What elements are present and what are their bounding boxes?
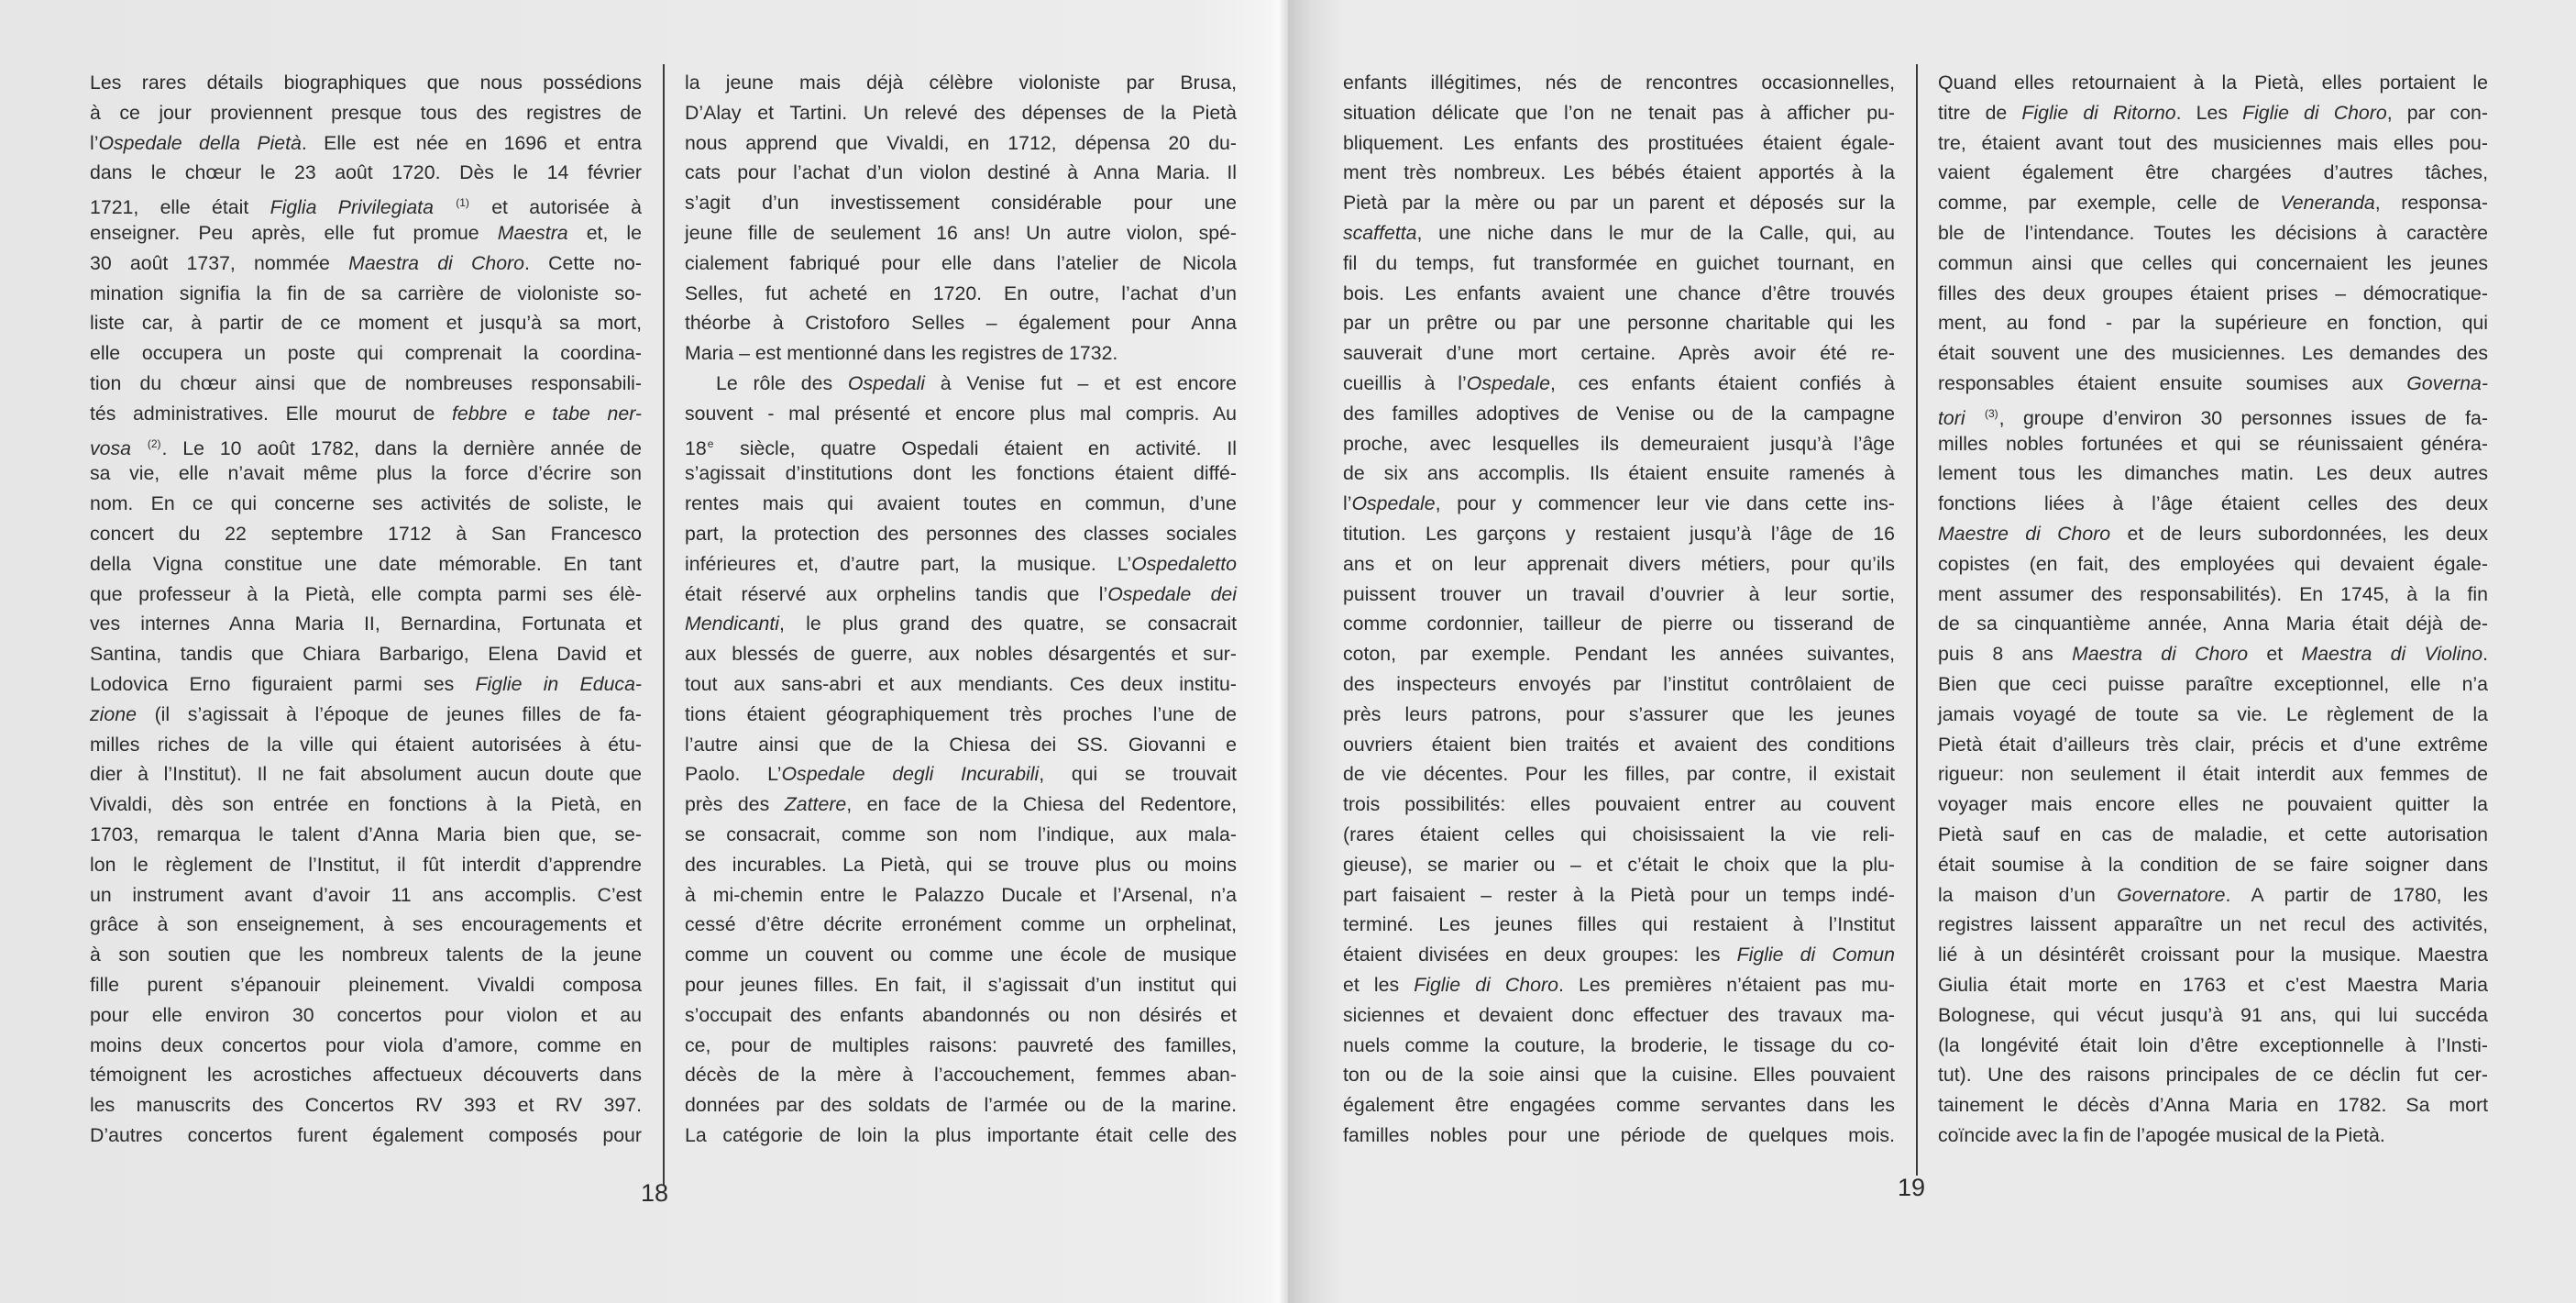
text-line: des inspecteurs envoyés par l’institut contrôlaient de bbox=[1343, 672, 1895, 695]
text-line: Bolognese, qui vécut jusqu’à 91 ans, qui lui succéda bbox=[1938, 1003, 2488, 1026]
text-line bbox=[90, 128, 642, 159]
text-line: copistes (en fait, des employées qui devaient égale- bbox=[1938, 552, 2488, 575]
text-line bbox=[685, 790, 1237, 820]
text-line: ouvriers étaient bien traités et avaient des conditions bbox=[1343, 733, 1895, 756]
text-line: ce, pour de multiples raisons: pauvreté des familles, bbox=[685, 1033, 1237, 1056]
text-column-1 bbox=[90, 68, 642, 1151]
text-line: filles des deux groupes étaient prises – démocratique- bbox=[1938, 282, 2488, 304]
text-line: vaient également être chargées d’autres tâches, bbox=[1938, 161, 2488, 184]
text-line: s’agissait d’institutions dont les fonctions étaient diffé- bbox=[685, 462, 1237, 485]
text-line bbox=[90, 399, 642, 429]
text-segment: responsables étaient ensuite soumises aux bbox=[1938, 371, 2407, 394]
paragraph bbox=[685, 68, 1237, 369]
text-line: part, la protection des personnes des classes sociales bbox=[685, 522, 1237, 545]
text-line bbox=[1938, 98, 2488, 128]
text-line: décès de la mère à l’accouchement, femmes aban- bbox=[685, 1064, 1237, 1087]
text-segment: à Venise fut – et est encore bbox=[924, 371, 1237, 394]
text-segment: siècle, quatre Ospedali étaient en activité. Il bbox=[714, 436, 1237, 459]
text-segment: , par con- bbox=[2386, 101, 2488, 124]
footnote-marker: (2) bbox=[147, 436, 161, 450]
text-line: ment très nombreux. Les bébés étaient apportés à la bbox=[1343, 161, 1895, 184]
text-line: jeune fille de seulement 16 ans! Un autre violon, spé- bbox=[685, 221, 1237, 244]
text-segment: . bbox=[2482, 643, 2488, 666]
text-segment: l’ bbox=[90, 131, 99, 154]
text-segment: titre de bbox=[1938, 101, 2022, 124]
text-line: Selles, fut acheté en 1720. En outre, l’achat d’un bbox=[685, 282, 1237, 304]
italic-term: vosa bbox=[90, 436, 131, 459]
text-line: les manuscrits des Concertos RV 393 et RV 397. bbox=[90, 1094, 642, 1117]
text-line bbox=[1938, 880, 2488, 911]
text-line: 1703, remarqua le talent d’Anna Maria bien que, se- bbox=[90, 823, 642, 845]
paragraph bbox=[1343, 68, 1895, 1151]
text-line: Santina, tandis que Chiara Barbarigo, Elena David et bbox=[90, 643, 642, 666]
italic-term: Maestra di Choro bbox=[2072, 643, 2249, 666]
text-line: la jeune mais déjà célèbre violoniste par Brusa, bbox=[685, 72, 1237, 94]
text-line: (la longévité était loin d’être exceptionnelle à l’Insti- bbox=[1938, 1033, 2488, 1056]
italic-term: Zattere bbox=[784, 793, 847, 816]
text-line: fille purent s’épanouir pleinement. Vivaldi composa bbox=[90, 973, 642, 996]
text-line: commun ainsi que celles qui concernaient les jeunes bbox=[1938, 251, 2488, 274]
text-line: un instrument avant d’avoir 11 ans accomplis. C’est bbox=[90, 883, 642, 906]
text-line: était souvent une des musiciennes. Les demandes des bbox=[1938, 342, 2488, 365]
text-line: comme cordonnier, tailleur de pierre ou tisserand de bbox=[1343, 613, 1895, 635]
text-line: Pietà sauf en cas de maladie, et cette autorisation bbox=[1938, 823, 2488, 845]
text-line bbox=[1938, 369, 2488, 399]
text-segment: Paolo. L’ bbox=[685, 763, 782, 786]
text-segment: 30 août 1737, nommée bbox=[90, 251, 349, 274]
text-line bbox=[1938, 188, 2488, 218]
footnote-marker: (1) bbox=[456, 196, 469, 210]
text-line: tout aux sans-abri et aux mendiants. Ces deux institu- bbox=[685, 672, 1237, 695]
italic-term: Ospedale degli Incurabili bbox=[781, 763, 1040, 786]
text-line: D’autres concertos furent également composés pour bbox=[90, 1123, 642, 1146]
text-line: puissent trouver un travail d’ouvrier à leur sortie, bbox=[1343, 582, 1895, 605]
text-line: se consacrait, comme son nom l’indique, aux mala- bbox=[685, 823, 1237, 845]
text-line bbox=[685, 580, 1237, 610]
text-line: Maria – est mentionné dans les registres de 1732. bbox=[685, 342, 1118, 365]
italic-term: Figlie di Ritorno bbox=[2021, 101, 2176, 124]
column-divider bbox=[663, 64, 665, 1185]
text-line: moins deux concertos pour viola d’amore, comme en bbox=[90, 1033, 642, 1056]
text-line: souvent - mal présenté et encore plus mal compris. Au bbox=[685, 402, 1237, 425]
text-line: Vivaldi, dès son entrée en fonctions à la Pietà, en bbox=[90, 793, 642, 816]
text-line bbox=[1938, 399, 2488, 429]
text-segment: enseigner. Peu après, elle fut promue bbox=[90, 221, 498, 244]
text-line: D’Alay et Tartini. Un relevé des dépenses de la Pietà bbox=[685, 101, 1237, 124]
text-line: dans le chœur le 23 août 1720. Dès le 14 février bbox=[90, 161, 642, 184]
text-line: rigueur: non seulement il était interdit aux femmes de bbox=[1938, 763, 2488, 786]
text-line: (rares étaient celles qui choisissaient la vie reli- bbox=[1343, 823, 1895, 845]
text-segment: cueillis à l’ bbox=[1343, 371, 1467, 394]
paragraph bbox=[685, 369, 1237, 1151]
text-line bbox=[1343, 489, 1895, 519]
text-line: lon le règlement de l’Institut, il fût interdit d’apprendre bbox=[90, 853, 642, 876]
italic-term: Figlia Privilegiata bbox=[270, 196, 434, 219]
text-line: grâce à son enseignement, à ses encouragements et bbox=[90, 913, 642, 936]
text-segment: , groupe d’environ 30 personnes issues de fa- bbox=[1998, 406, 2488, 429]
text-line bbox=[1343, 218, 1895, 248]
text-line bbox=[685, 759, 1237, 790]
text-segment: , pour y commencer leur vie dans cette ins- bbox=[1435, 492, 1895, 515]
text-line: des familles adoptives de Venise ou de la campagne bbox=[1343, 402, 1895, 425]
text-segment: , le plus grand des quatre, se consacrait bbox=[779, 613, 1237, 635]
text-line bbox=[90, 700, 642, 730]
text-line: sauverait d’une mort certaine. Après avoir été re- bbox=[1343, 342, 1895, 365]
text-line: coïncide avec la fin de l’apogée musical de la Pietà. bbox=[1938, 1123, 2385, 1146]
text-line: nom. En ce qui concerne ses activités de soliste, le bbox=[90, 492, 642, 515]
italic-term: Figlie di Comun bbox=[1736, 944, 1895, 966]
text-line: ton ou de la soie ainsi que la cuisine. Elles pouvaient bbox=[1343, 1064, 1895, 1087]
italic-term: Figlie di Choro bbox=[1414, 973, 1558, 996]
italic-term: Veneranda bbox=[2280, 192, 2375, 215]
text-line: ves internes Anna Maria II, Bernardina, Fortunata et bbox=[90, 613, 642, 635]
page-right bbox=[1288, 0, 2576, 1303]
text-line: tut). Une des raisons principales de ce déclin fut cer- bbox=[1938, 1064, 2488, 1087]
italic-term: Maestra bbox=[497, 221, 568, 244]
text-segment: et de leurs subordonnées, les deux bbox=[2110, 522, 2488, 545]
page-number: 18 bbox=[641, 1179, 669, 1207]
text-segment: . A partir de 1780, les bbox=[2225, 883, 2489, 906]
text-line: rentes mais qui avaient toutes en commun, d’une bbox=[685, 492, 1237, 515]
text-segment: . Le 10 août 1782, dans la dernière année de bbox=[161, 436, 642, 459]
text-segment bbox=[1965, 407, 1984, 429]
text-line: lié à un désintérêt croissant pour la musique. Maestra bbox=[1938, 944, 2488, 966]
text-line: Giulia était morte en 1763 et c’est Maestra Maria bbox=[1938, 973, 2488, 996]
text-line: registres laissent apparaître un net recul des activités, bbox=[1938, 913, 2488, 936]
text-line: tainement le décès d’Anna Maria en 1782. Sa mort bbox=[1938, 1094, 2488, 1117]
text-line: della Vigna constitue une date mémorable. En tant bbox=[90, 552, 642, 575]
text-segment: puis 8 ans bbox=[1938, 643, 2073, 666]
text-column-3 bbox=[1343, 68, 1895, 1151]
text-line: à ce jour proviennent presque tous des registres de bbox=[90, 101, 642, 124]
text-segment bbox=[131, 437, 147, 459]
text-line: coton, par exemple. Pendant les années suivantes, bbox=[1343, 643, 1895, 666]
text-segment: était réservé aux orphelins tandis que l’ bbox=[685, 582, 1108, 605]
text-segment: comme, par exemple, celle de bbox=[1938, 192, 2281, 215]
text-line: était soumise à la condition de se faire soigner dans bbox=[1938, 853, 2488, 876]
text-line: enfants illégitimes, nés de rencontres occasionnelles, bbox=[1343, 72, 1895, 94]
text-line: elle occupera un poste qui comprenait la coordina- bbox=[90, 342, 642, 365]
text-segment: , une niche dans le mur de la Calle, qui, au bbox=[1416, 221, 1895, 244]
text-line bbox=[90, 248, 642, 279]
text-line: Pietà était d’ailleurs très clair, précis et d’une extrême bbox=[1938, 733, 2488, 756]
text-line: pour elle environ 30 concertos pour violon et au bbox=[90, 1003, 642, 1026]
text-segment: et, le bbox=[567, 221, 642, 244]
text-line: milles riches de la ville qui étaient autorisées à étu- bbox=[90, 733, 642, 756]
text-segment: , ces enfants étaient confiés à bbox=[1549, 371, 1895, 394]
text-line: voyager mais encore elles ne pouvaient quitter la bbox=[1938, 793, 2488, 816]
paragraph bbox=[1938, 68, 2488, 1151]
column-divider bbox=[1916, 64, 1918, 1176]
text-line: l’autre ainsi que de la Chiesa dei SS. Giovanni e bbox=[685, 733, 1237, 756]
text-line: de sa cinquantième année, Anna Maria était déjà de- bbox=[1938, 613, 2488, 635]
text-line: concert du 22 septembre 1712 à San Francesco bbox=[90, 522, 642, 545]
text-line: ment, au fond - par la supérieure en fonction, qui bbox=[1938, 312, 2488, 335]
italic-term: Ospedali bbox=[847, 371, 925, 394]
text-line: de vie décentes. Pour les filles, par contre, il existait bbox=[1343, 763, 1895, 786]
paragraph bbox=[90, 68, 642, 1151]
text-line bbox=[685, 369, 1237, 399]
text-segment: Le rôle des bbox=[716, 371, 848, 394]
text-segment: , en face de la Chiesa del Redentore, bbox=[846, 793, 1237, 816]
italic-term: Figlie in Educa- bbox=[475, 672, 643, 695]
text-line: tion du chœur ainsi que de nombreuses responsabili- bbox=[90, 371, 642, 394]
text-line: nous apprend que Vivaldi, en 1712, dépensa 20 du- bbox=[685, 131, 1237, 154]
text-line: terminé. Les jeunes filles qui restaient à l’Institut bbox=[1343, 913, 1895, 936]
text-line: milles nobles fortunées et qui se réunissaient généra- bbox=[1938, 432, 2488, 455]
italic-term: Ospedale bbox=[1466, 371, 1550, 394]
text-segment: et les bbox=[1343, 973, 1415, 996]
text-line: bois. Les enfants avaient une chance d’être trouvés bbox=[1343, 282, 1895, 304]
text-line: ment assumer des responsabilités). En 1745, à la fin bbox=[1938, 582, 2488, 605]
text-line: témoignent les acrostiches affectueux découverts dans bbox=[90, 1064, 642, 1087]
text-line bbox=[90, 669, 642, 700]
text-line: tre, étaient avant tout des musiciennes mais elles pou- bbox=[1938, 131, 2488, 154]
italic-term: scaffetta bbox=[1343, 221, 1417, 244]
text-line bbox=[1938, 639, 2488, 669]
italic-term: Governatore bbox=[2117, 883, 2226, 906]
text-line: de six ans accomplis. Ils étaient ensuite ramenés à bbox=[1343, 462, 1895, 485]
page-number: 19 bbox=[1898, 1174, 1926, 1201]
text-line: liste car, à partir de ce moment et jusqu’à sa mort, bbox=[90, 312, 642, 335]
italic-term: Ospedale della Pietà bbox=[98, 131, 302, 154]
text-line bbox=[685, 549, 1237, 580]
text-line: gieuse), se marier ou – et c’était le choix que la plu- bbox=[1343, 853, 1895, 876]
text-line: lement tous les dimanches matin. Les deux autres bbox=[1938, 462, 2488, 485]
text-line: théorbe à Cristoforo Selles – également pour Anna bbox=[685, 312, 1237, 335]
text-line bbox=[1343, 369, 1895, 399]
text-segment: tés administratives. Elle mourut de bbox=[90, 402, 452, 425]
text-line: cessé d’être décrite erronément comme un orphelinat, bbox=[685, 913, 1237, 936]
text-segment: (il s’agissait à l’époque de jeunes filles de fa- bbox=[136, 702, 642, 725]
text-line bbox=[685, 609, 1237, 639]
text-line: également être engagées comme servantes dans les bbox=[1343, 1094, 1895, 1117]
italic-term: Governa- bbox=[2406, 371, 2488, 394]
text-line: aux blessés de guerre, aux nobles désargentés et sur- bbox=[685, 643, 1237, 666]
text-segment: , qui se trouvait bbox=[1039, 763, 1237, 786]
text-line: siciennes et devaient donc effectuer des travaux ma- bbox=[1343, 1003, 1895, 1026]
text-line: tions étaient géographiquement très proches l’une de bbox=[685, 702, 1237, 725]
text-line: par un prêtre ou par une personne charitable qui les bbox=[1343, 312, 1895, 335]
text-line: cats pour l’achat d’un violon destiné à Anna Maria. Il bbox=[685, 161, 1237, 184]
text-line: pour jeunes filles. En fait, il s’agissait d’un institut qui bbox=[685, 973, 1237, 996]
text-line: comme un couvent ou comme une école de musique bbox=[685, 944, 1237, 966]
text-line bbox=[1343, 940, 1895, 970]
text-line: fil du temps, fut transformée en guichet tournant, en bbox=[1343, 251, 1895, 274]
text-line: fonctions liées à l’âge étaient celles des deux bbox=[1938, 492, 2488, 515]
text-line: à mi-chemin entre le Palazzo Ducale et l’Arsenal, n’a bbox=[685, 883, 1237, 906]
text-segment: Lodovica Erno figuraient parmi ses bbox=[90, 672, 476, 695]
text-line: s’agit d’un investissement considérable pour une bbox=[685, 192, 1237, 215]
text-segment bbox=[434, 196, 455, 218]
text-segment: . Les bbox=[2175, 101, 2243, 124]
text-line: cialement fabriqué pour elle dans l’atelier de Nicola bbox=[685, 251, 1237, 274]
italic-term: Maestra di Choro bbox=[348, 251, 524, 274]
italic-term: Ospedale dei bbox=[1107, 582, 1237, 605]
text-line: Pietà par la mère ou par un parent et déposés sur la bbox=[1343, 192, 1895, 215]
text-line bbox=[90, 188, 642, 218]
italic-term: Mendicanti bbox=[685, 613, 779, 635]
italic-term: febbre e tabe ner- bbox=[451, 402, 642, 425]
italic-term: tori bbox=[1938, 406, 1965, 429]
text-line: données par des soldats de l’armée ou de la marine. bbox=[685, 1094, 1237, 1117]
text-segment: . Elle est née en 1696 et entra bbox=[301, 131, 642, 154]
italic-term: Figlie di Choro bbox=[2242, 101, 2387, 124]
text-line bbox=[90, 429, 642, 459]
text-segment: . Cette no- bbox=[523, 251, 642, 274]
text-line: proche, avec lesquelles ils demeuraient jusqu’à l’âge bbox=[1343, 432, 1895, 455]
text-line: mination signifia la fin de sa carrière de violoniste so- bbox=[90, 282, 642, 304]
text-line: sa vie, elle n’avait même plus la force d’écrire son bbox=[90, 462, 642, 485]
text-line: près leurs patrons, pour s’assurer que les jeunes bbox=[1343, 702, 1895, 725]
italic-term: Maestra di Violino bbox=[2301, 643, 2483, 666]
text-line: ans et on leur apprenait divers métiers, pour qu’ils bbox=[1343, 552, 1895, 575]
text-line bbox=[1938, 519, 2488, 549]
italic-term: Ospedale bbox=[1351, 492, 1436, 515]
text-line: jamais voyagé de toute sa vie. Le règlement de la bbox=[1938, 702, 2488, 725]
text-line: ble de l’intendance. Toutes les décisions à caractère bbox=[1938, 221, 2488, 244]
text-line: familles nobles pour une période de quelques mois. bbox=[1343, 1123, 1895, 1146]
text-segment: étaient divisées en deux groupes: les bbox=[1343, 944, 1737, 966]
text-line: part faisaient – rester à la Pietà pour un temps indé- bbox=[1343, 883, 1895, 906]
italic-term: Maestre di Choro bbox=[1938, 522, 2111, 545]
text-line: des incurables. La Pietà, qui se trouve plus ou moins bbox=[685, 853, 1237, 876]
footnote-marker: e bbox=[707, 436, 714, 450]
text-line: trois possibilités: elles pouvaient entrer au couvent bbox=[1343, 793, 1895, 816]
text-segment: l’ bbox=[1343, 492, 1352, 515]
text-segment: , responsa- bbox=[2374, 192, 2488, 215]
text-line bbox=[1343, 970, 1895, 1000]
text-segment: 18 bbox=[685, 436, 707, 459]
text-line: Bien que ceci puisse paraître exceptionnel, elle n’a bbox=[1938, 672, 2488, 695]
text-line: titution. Les garçons y restaient jusqu’à l’âge de 16 bbox=[1343, 522, 1895, 545]
text-segment: et bbox=[2248, 643, 2302, 666]
footnote-marker: (3) bbox=[1984, 406, 1998, 420]
text-line: nuels comme la couture, la broderie, le tissage du co- bbox=[1343, 1033, 1895, 1056]
text-segment: et autorisée à bbox=[469, 196, 642, 219]
italic-term: Ospedaletto bbox=[1131, 552, 1237, 575]
text-line: La catégorie de loin la plus importante était celle des bbox=[685, 1123, 1237, 1146]
text-line: situation délicate que l’on ne tenait pas à afficher pu- bbox=[1343, 101, 1895, 124]
text-line bbox=[90, 218, 642, 248]
text-line: Quand elles retournaient à la Pietà, elles portaient le bbox=[1938, 72, 2488, 94]
text-column-4 bbox=[1938, 68, 2488, 1151]
italic-term: zione bbox=[90, 702, 137, 725]
text-segment: la maison d’un bbox=[1938, 883, 2118, 906]
text-segment: près des bbox=[685, 793, 785, 816]
text-line: bliquement. Les enfants des prostituées étaient égale- bbox=[1343, 131, 1895, 154]
text-segment: inférieures et, d’autre part, la musique. L’ bbox=[685, 552, 1132, 575]
text-line: s’occupait des enfants abandonnés ou non désirés et bbox=[685, 1003, 1237, 1026]
text-column-2 bbox=[685, 68, 1237, 1151]
text-line bbox=[685, 429, 1237, 459]
text-line: que professeur à la Pietà, elle compta parmi ses élè- bbox=[90, 582, 642, 605]
text-line: Les rares détails biographiques que nous possédions bbox=[90, 72, 642, 94]
text-segment: . Les premières n’étaient pas mu- bbox=[1558, 973, 1895, 996]
text-line: à son soutien que les nombreux talents de la jeune bbox=[90, 944, 642, 966]
text-line: dier à l’Institut). Il ne fait absolument aucun doute que bbox=[90, 763, 642, 786]
text-segment: 1721, elle était bbox=[90, 196, 270, 219]
